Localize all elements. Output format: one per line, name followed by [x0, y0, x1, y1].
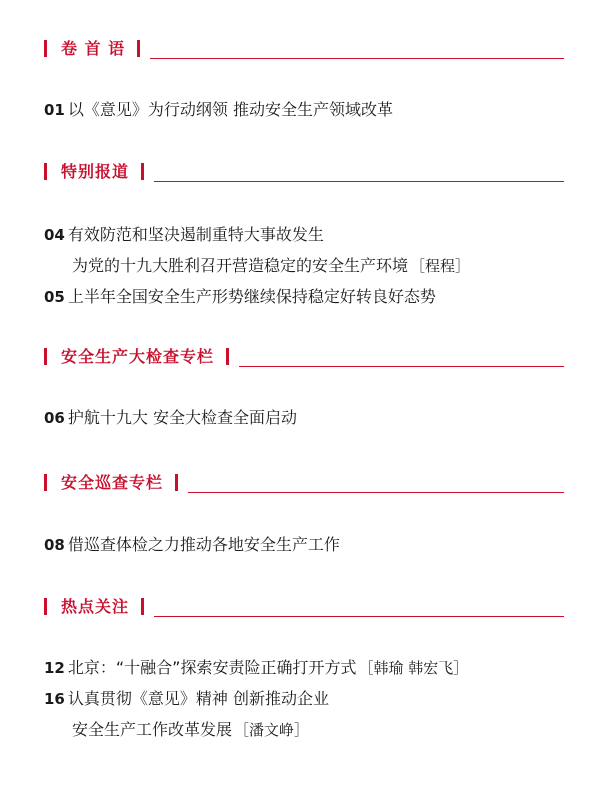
toc-entry[interactable] [44, 534, 564, 556]
section-rule [188, 492, 564, 493]
entry-author: ［潘文峥］ [234, 721, 310, 739]
page-number: 05 [44, 288, 65, 306]
section-marker [44, 474, 47, 491]
section-marker [141, 598, 144, 615]
section-marker [44, 598, 47, 615]
entry-title: 上半年全国安全生产形势继续保持稳定好转良好态势 [67, 287, 436, 306]
toc-entry[interactable] [44, 286, 564, 308]
entry-title: 以《意见》为行动纲领 推动安全生产领域改革 [67, 100, 393, 119]
page-number: 08 [44, 536, 65, 554]
section-header-safety-patrol [44, 470, 564, 494]
section-title: 热点关注 [61, 597, 130, 616]
entry-author: ［韩瑜 韩宏飞］ [358, 659, 469, 677]
entry-author: ［程程］ [410, 257, 471, 275]
section-title: 卷 首 语 [61, 39, 126, 58]
toc-entry[interactable] [44, 657, 564, 679]
page-number: 01 [44, 101, 65, 119]
section-marker [44, 348, 47, 365]
section-rule [239, 366, 564, 367]
entry-title: 护航十九大 安全大检查全面启动 [67, 408, 297, 427]
section-title: 安全巡查专栏 [61, 473, 164, 492]
toc-entry-continuation[interactable] [72, 719, 564, 741]
entry-title: 有效防范和坚决遏制重特大事故发生 [67, 225, 324, 244]
entry-title-line2: 为党的十九大胜利召开营造稳定的安全生产环境 [72, 256, 409, 275]
toc-entry[interactable] [44, 224, 564, 246]
section-header-hot-topics [44, 594, 564, 618]
toc-entry[interactable] [44, 407, 564, 429]
section-rule [154, 181, 564, 182]
page-number: 04 [44, 226, 65, 244]
section-header-special-report [44, 159, 564, 183]
section-header-preface [44, 36, 564, 60]
entry-title: 认真贯彻《意见》精神 创新推动企业 [67, 689, 329, 708]
page-number: 06 [44, 409, 65, 427]
section-marker [141, 163, 144, 180]
section-marker [137, 40, 140, 57]
section-header-safety-inspection [44, 344, 564, 368]
section-rule [150, 58, 564, 59]
section-marker [44, 163, 47, 180]
section-title: 特别报道 [61, 162, 130, 181]
toc-entry[interactable] [44, 99, 564, 121]
section-marker [226, 348, 229, 365]
entry-title: 北京：“十融合”探索安责险正确打开方式 [67, 658, 357, 677]
page-number: 16 [44, 690, 65, 708]
section-marker [175, 474, 178, 491]
section-rule [154, 616, 564, 617]
section-marker [44, 40, 47, 57]
page-number: 12 [44, 659, 65, 677]
section-title: 安全生产大检查专栏 [61, 347, 215, 366]
toc-entry[interactable] [44, 688, 564, 710]
entry-title-line2: 安全生产工作改革发展 [72, 720, 233, 739]
entry-title: 借巡查体检之力推动各地安全生产工作 [67, 535, 340, 554]
toc-entry-continuation[interactable] [72, 255, 564, 277]
